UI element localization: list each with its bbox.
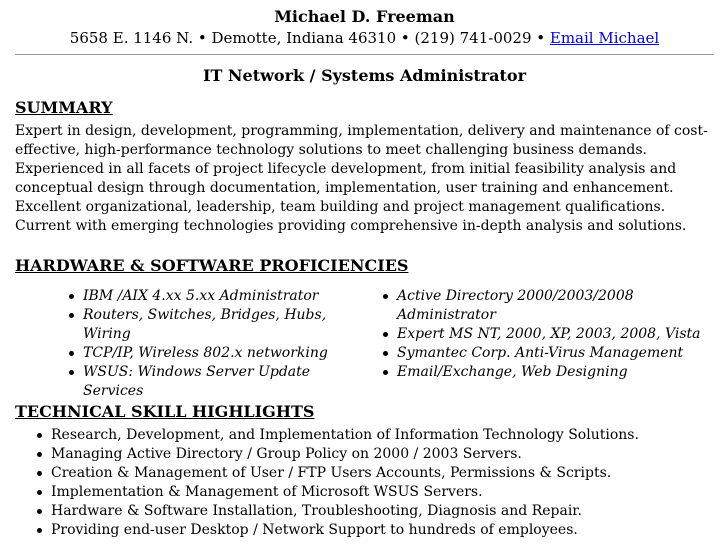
proficiencies-left-list (83, 287, 345, 401)
list-item: Creation & Management of User / FTP Users Accounts, Permissions & Scripts. (51, 464, 721, 483)
list-item: Active Directory 2000/2003/2008 Administrator (397, 287, 715, 325)
proficiencies-heading: HARDWARE & SOFTWARE PROFICIENCIES (15, 256, 409, 275)
list-item: Email/Exchange, Web Designing (397, 363, 715, 382)
skills-list (51, 426, 721, 541)
list-item: Managing Active Directory / Group Policy on 2000 / 2003 Servers. (51, 445, 721, 464)
contact-line (15, 28, 714, 48)
list-item: Hardware & Software Installation, Troubleshooting, Diagnosis and Repair. (51, 502, 721, 521)
list-item: TCP/IP, Wireless 802.x networking (83, 344, 345, 363)
email-link[interactable]: Email Michael (549, 29, 660, 47)
list-item: WSUS: Windows Server Update Services (83, 363, 345, 401)
list-item: Routers, Switches, Bridges, Hubs, Wiring (83, 306, 345, 344)
contact-address: 5658 E. 1146 N. • Demotte, Indiana 46310 • (219) 741-0029 • (69, 29, 550, 47)
header-divider (15, 54, 714, 55)
proficiencies-right-list (397, 287, 715, 382)
list-item: Symantec Corp. Anti-Virus Management (397, 344, 715, 363)
list-item: Implementation & Management of Microsoft WSUS Servers. (51, 483, 721, 502)
summary-text: Expert in design, development, programming, implementation, delivery and maintenance of cost-effective, high-performance technology solutions to meet challenging business demands. Experienced in all facets of project lifecycle development, from initial feasibility analysis and conceptual design through documentation, implementation, user training and enhancement. Excellent organizational, leadership, team building and project management qualifications. Current with emerging technologies providing comprehensive in-depth analysis and solutions. (15, 123, 708, 235)
list-item: Providing end-user Desktop / Network Support to hundreds of employees. (51, 521, 721, 540)
skills-heading: TECHNICAL SKILL HIGHLIGHTS (15, 402, 315, 421)
summary-heading: SUMMARY (15, 98, 113, 117)
list-item: Research, Development, and Implementation of Information Technology Solutions. (51, 426, 721, 445)
job-title: IT Network / Systems Administrator (202, 66, 527, 85)
list-item: Expert MS NT, 2000, XP, 2003, 2008, Vista (397, 325, 715, 344)
resume-name: Michael D. Freeman (274, 7, 455, 26)
list-item: IBM /AIX 4.xx 5.xx Administrator (83, 287, 345, 306)
